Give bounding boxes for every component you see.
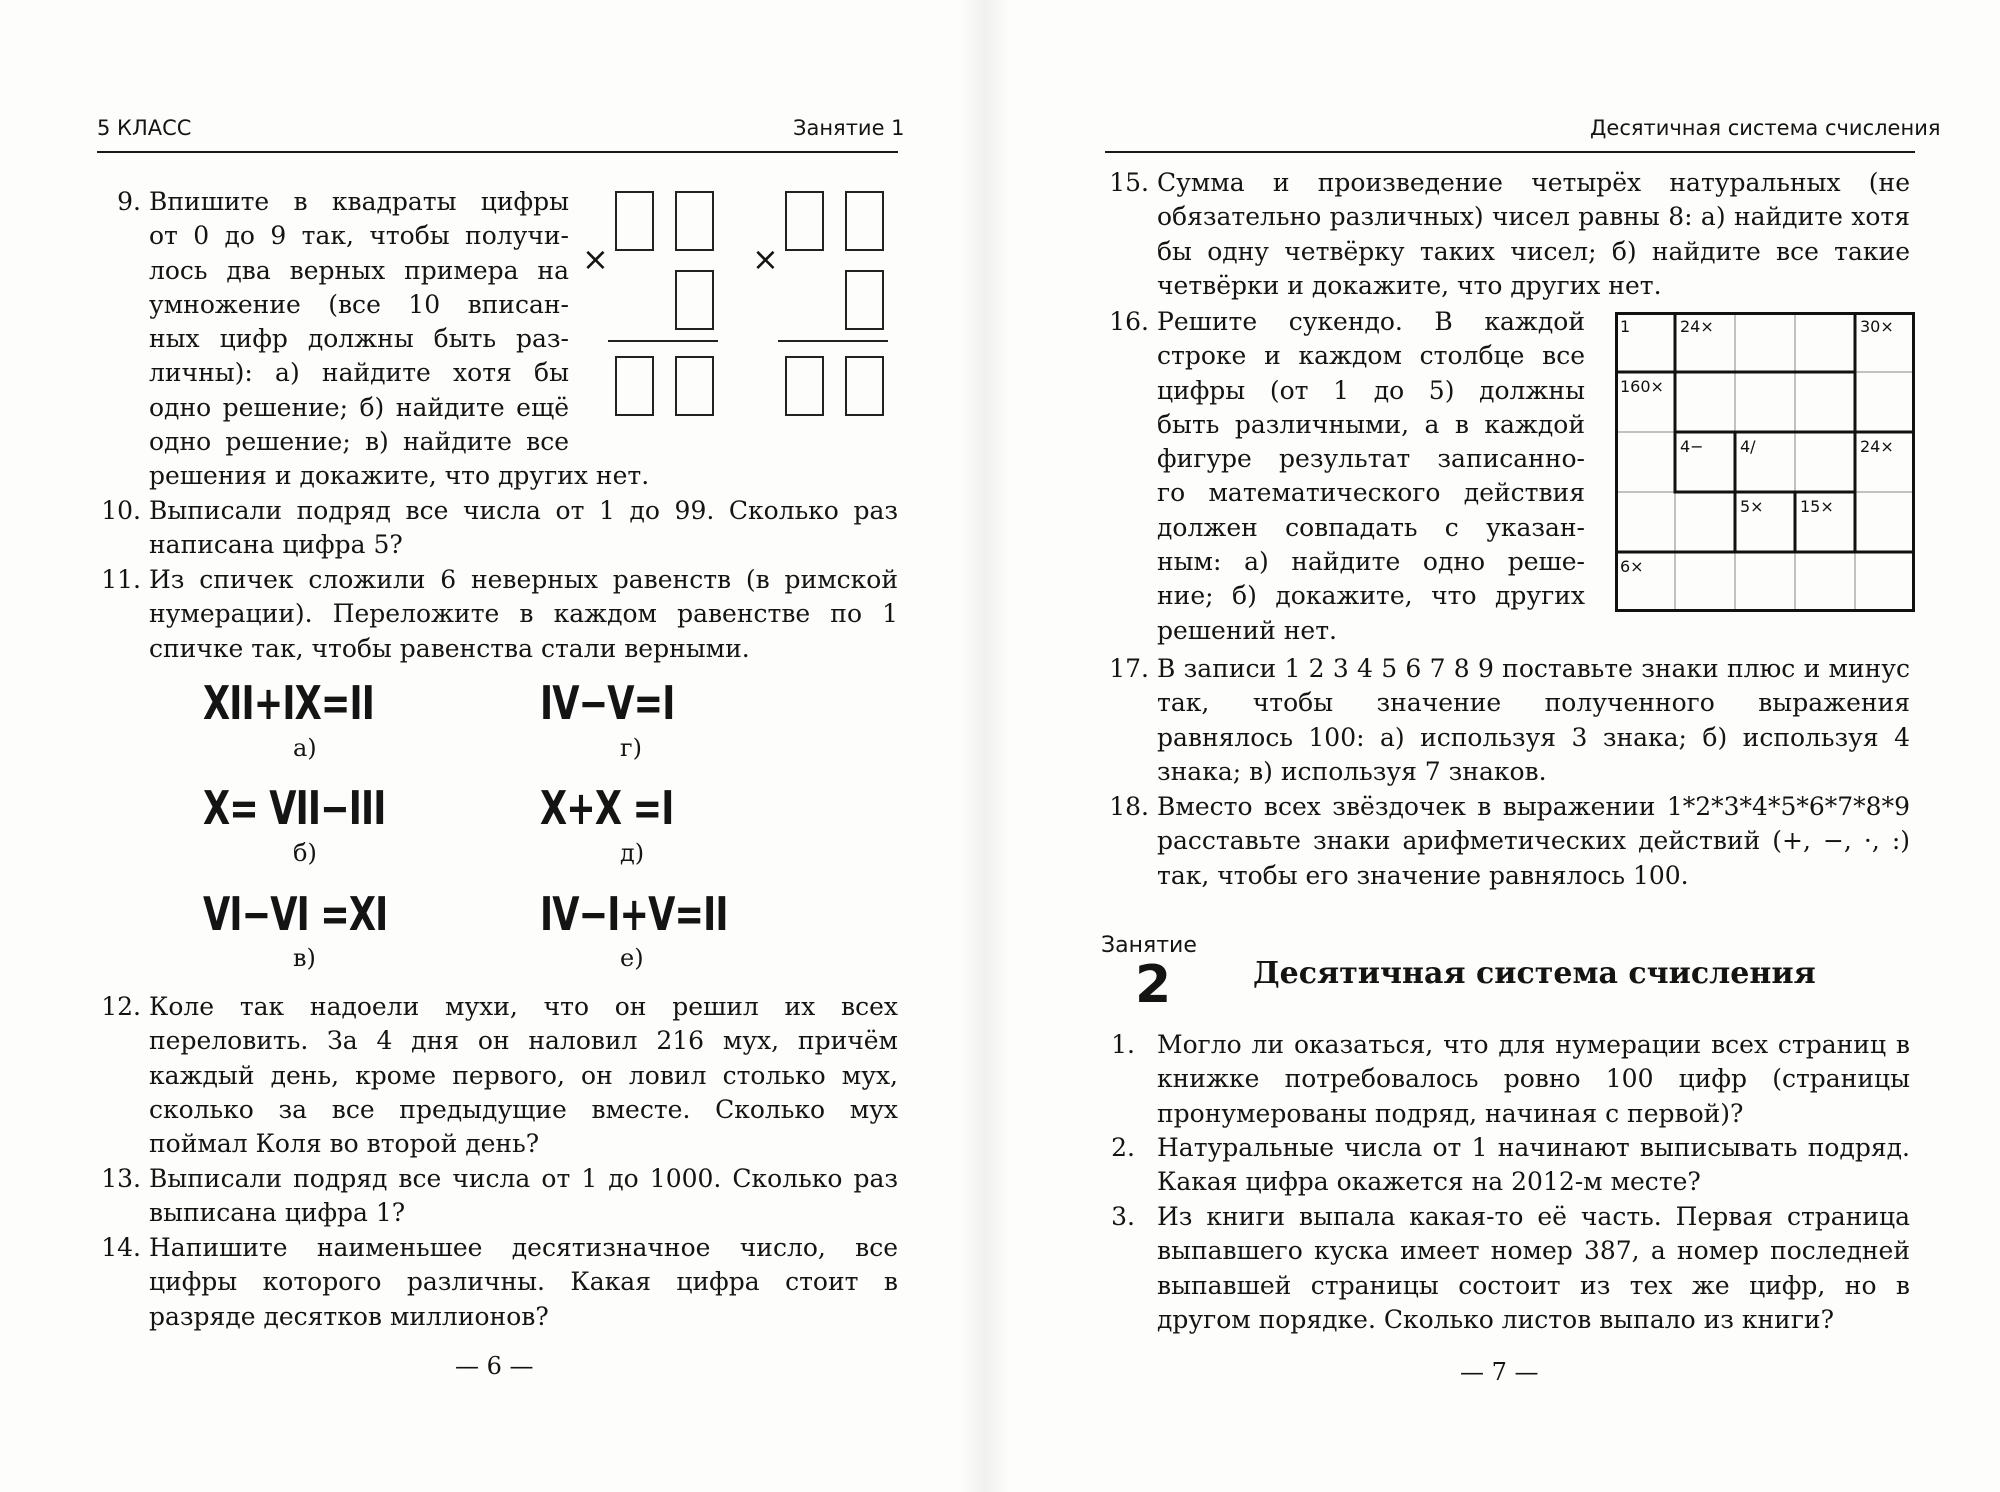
problem-9-line: одно решение; в) найдите все — [149, 427, 569, 457]
problem-16-line: фигуре результат записанно- — [1157, 444, 1585, 474]
result-line — [778, 340, 888, 342]
digit-box — [615, 191, 654, 251]
problem-18 — [1105, 790, 1910, 893]
problem-16-line: го математического действия — [1157, 478, 1585, 508]
sukendo-clue: 6× — [1620, 557, 1644, 576]
sukendo-clue: 4− — [1680, 437, 1704, 456]
problem-14 — [97, 1231, 898, 1334]
left-header-lesson: Занятие 1 — [793, 116, 905, 140]
sukendo-clue: 24× — [1860, 437, 1894, 456]
lesson-2-problem-2-text: Натуральные числа от 1 начинают выписывать подряд. Какая цифра окажется на 2012-м месте? — [1157, 1133, 1910, 1197]
problem-9-line: Впишите в квадраты цифры — [149, 187, 569, 216]
lesson-2-problem-1 — [1105, 1028, 1910, 1131]
problem-10-text: Выписали подряд все числа от 1 до 99. Сколько раз написана цифра 5? — [149, 496, 898, 560]
problem-12-number: 12. — [101, 992, 141, 1021]
problem-13-number: 13. — [101, 1164, 141, 1193]
problem-15 — [1105, 166, 1910, 303]
problem-9-number: 9. — [117, 187, 141, 216]
page-number-left: — 6 — — [455, 1352, 534, 1380]
problem-17 — [1105, 652, 1910, 789]
matchstick-label-b: б) — [293, 839, 317, 867]
problem-15-number: 15. — [1109, 168, 1149, 197]
problem-9-line: одно решение; б) найдите ещё — [149, 392, 569, 422]
problem-13-text: Выписали подряд все числа от 1 до 1000. Сколько раз выписана цифра 1? — [149, 1164, 898, 1228]
problem-14-number: 14. — [101, 1233, 141, 1262]
matchstick-label-e: е) — [620, 944, 644, 972]
problem-12 — [97, 990, 898, 1161]
times-sign: × — [582, 240, 609, 278]
matchstick-equation-v: VI−VI =XI — [203, 887, 388, 941]
problem-16-line: Решите сукендо. В каждой — [1157, 307, 1585, 336]
sukendo-clue: 4/ — [1740, 437, 1756, 456]
digit-box — [675, 270, 714, 330]
problem-12-text: Коле так надоели мухи, что он решил их всех переловить. За 4 дня он наловил 216 мух, причём каждый день, кроме первого, он ловил столько мух, сколько за все предыдущие вместе. Сколько мух поймал Коля во второй день? — [149, 992, 898, 1159]
matchstick-equation-e: IV−I+V=II — [540, 887, 728, 941]
problem-9-line: умножение (все 10 вписан- — [149, 289, 569, 319]
sukendo-grid — [1615, 312, 1915, 616]
left-header-grade: 5 КЛАСС — [97, 116, 192, 140]
problem-9-line: ных цифр должны быть раз- — [149, 324, 569, 354]
lesson-2-problem-1-text: Могло ли оказаться, что для нумерации всех страниц в книжке потребовалось ровно 100 цифр (страницы пронумерованы подряд, начиная с первой)? — [1157, 1030, 1910, 1128]
digit-box — [785, 356, 824, 416]
problem-14-text: Напишите наименьшее десятизначное число, все цифры которого различны. Какая цифра стоит в разряде десятков миллионов? — [149, 1233, 898, 1331]
digit-box — [785, 191, 824, 251]
problem-16-number: 16. — [1109, 307, 1149, 336]
problem-16-line: ным: а) найдите одно реше- — [1157, 547, 1585, 577]
lesson-title: Десятичная система счисления — [1253, 956, 1816, 991]
problem-17-number: 17. — [1109, 654, 1149, 683]
left-header-rule — [97, 151, 898, 153]
lesson-2-problem-3 — [1105, 1200, 1910, 1337]
matchstick-label-v: в) — [293, 944, 316, 972]
matchstick-equation-a: XII+IX=II — [203, 676, 374, 730]
problem-16-line: цифры (от 1 до 5) должны — [1157, 375, 1585, 405]
problem-9-line: личны): а) найдите хотя бы — [149, 358, 569, 388]
lesson-2-problem-3-number: 3. — [1111, 1202, 1135, 1231]
problem-11-text: Из спичек сложили 6 неверных равенств (в римской нумерации). Переложите в каждом равенстве по 1 спичке так, чтобы равенства стали верными. — [149, 565, 898, 663]
problem-9-line: лось два верных примера на — [149, 255, 569, 285]
right-header-title: Десятичная система счисления — [1590, 116, 1941, 140]
digit-box — [615, 356, 654, 416]
problem-9-line: от 0 до 9 так, чтобы получи- — [149, 221, 569, 251]
lesson-2-problem-2 — [1105, 1131, 1910, 1200]
problem-18-text: Вместо всех звёздочек в выражении 1*2*3*4*5*6*7*8*9 расставьте знаки арифметических действий (+, −, ·, :) так, чтобы его значение равнялось 100. — [1157, 792, 1910, 890]
problem-10 — [97, 494, 898, 563]
digit-box — [845, 191, 884, 251]
times-sign: × — [752, 240, 779, 278]
problem-13 — [97, 1162, 898, 1231]
problem-16-line: быть различными, а в каждой — [1157, 409, 1585, 439]
problem-11 — [97, 563, 898, 666]
right-header-rule — [1105, 151, 1915, 153]
problem-18-number: 18. — [1109, 792, 1149, 821]
digit-box — [845, 356, 884, 416]
digit-box — [675, 356, 714, 416]
problem-16-line: строке и каждом столбце все — [1157, 341, 1585, 371]
matchstick-equation-b: X= VII−III — [203, 781, 386, 835]
matchstick-equation-d: X+X =I — [540, 781, 674, 835]
matchstick-label-d: д) — [620, 839, 645, 867]
sukendo-clue: 160× — [1620, 377, 1664, 396]
lesson-2-problem-3-text: Из книги выпала какая-то её часть. Первая страница выпавшего куска имеет номер 387, а номер последней выпавшей страницы состоит из тех же цифр, но в другом порядке. Сколько листов выпало из книги? — [1157, 1202, 1910, 1334]
matchstick-label-g: г) — [620, 734, 642, 762]
lesson-number: 2 — [1135, 955, 1172, 1015]
digit-box — [845, 270, 884, 330]
sukendo-clue: 30× — [1860, 317, 1894, 336]
problem-10-number: 10. — [101, 496, 141, 525]
lesson-label: Занятие — [1101, 933, 1197, 958]
problem-16-line: ние; б) докажите, что других — [1157, 581, 1585, 611]
sukendo-grid-svg — [1615, 312, 1915, 612]
sukendo-clue: 15× — [1800, 497, 1834, 516]
lesson-2-problem-2-number: 2. — [1111, 1133, 1135, 1162]
digit-box — [675, 191, 714, 251]
sukendo-clue: 1 — [1620, 317, 1631, 336]
problem-9-line: решения и докажите, что других нет. — [149, 461, 650, 491]
page-number-right: — 7 — — [1460, 1358, 1539, 1386]
matchstick-label-a: а) — [293, 734, 317, 762]
problem-15-text: Сумма и произведение четырёх натуральных (не обязательно различных) чисел равны 8: а) найдите хотя бы одну четвёрку таких чисел; б) найдите все такие четвёрки и докажите, что других нет. — [1157, 168, 1910, 300]
problem-16-line: решений нет. — [1157, 615, 1338, 645]
problem-11-number: 11. — [101, 565, 141, 594]
problem-16-line: должен совпадать с указан- — [1157, 512, 1585, 542]
result-line — [608, 340, 718, 342]
lesson-2-problem-1-number: 1. — [1111, 1030, 1135, 1059]
problem-17-text: В записи 1 2 3 4 5 6 7 8 9 поставьте знаки плюс и минус так, чтобы значение полученного выражения равнялось 100: а) используя 3 знака; б) используя 4 знака; в) используя 7 знаков. — [1157, 654, 1910, 786]
sukendo-clue: 24× — [1680, 317, 1714, 336]
sukendo-clue: 5× — [1740, 497, 1764, 516]
matchstick-equation-g: IV−V=I — [540, 676, 675, 730]
